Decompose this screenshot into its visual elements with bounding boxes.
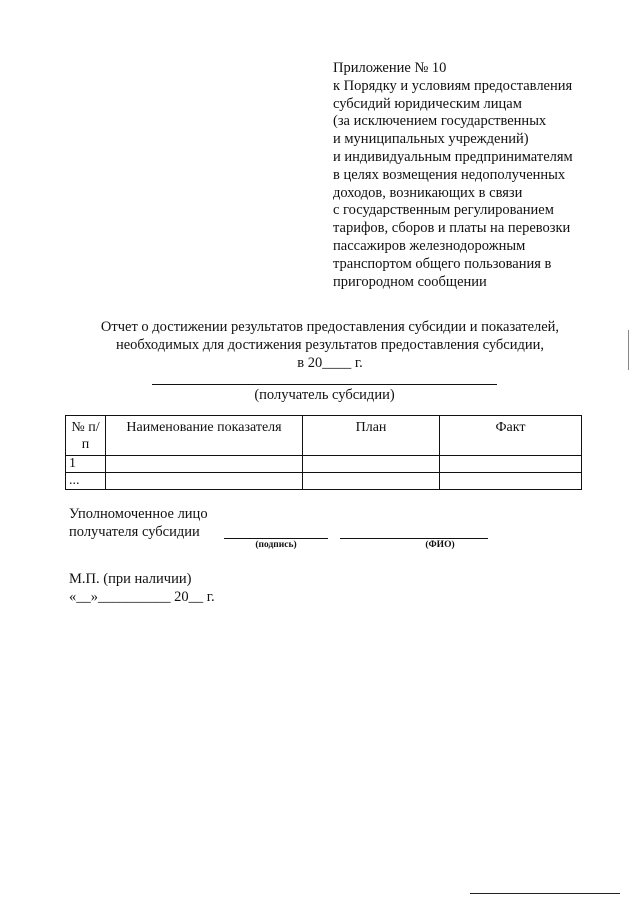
stamp-label: М.П. (при наличии) <box>69 571 192 587</box>
report-table <box>65 415 582 490</box>
stamp-block <box>69 570 215 606</box>
row-fact <box>440 456 582 473</box>
recipient-label: (получатель субсидии) <box>254 387 395 403</box>
report-title-line-1: Отчет о достижении результатов предоставления субсидии и показателей, <box>100 319 560 335</box>
appendix-block <box>333 60 633 291</box>
recipient-blank-line <box>152 384 497 385</box>
row-fact <box>440 473 582 490</box>
appendix-line: (за исключением государственных <box>333 113 547 130</box>
table-header-row <box>66 416 582 456</box>
appendix-line: субсидий юридическим лицам <box>333 95 522 112</box>
appendix-line: и муниципальных учреждений) <box>333 131 529 148</box>
row-plan <box>303 456 440 473</box>
report-year-line: в 20____ г. <box>297 355 363 371</box>
header-fact: Факт <box>440 416 582 456</box>
row-indicator-name <box>106 456 303 473</box>
row-indicator-name <box>106 473 303 490</box>
report-title-line-2: необходимых для достижения результатов предоставления субсидии, <box>115 337 545 353</box>
fio-blank-line <box>340 538 488 539</box>
fio-label: (ФИО) <box>425 540 455 550</box>
authorized-person-label <box>69 505 208 541</box>
appendix-line: пассажиров железнодорожным <box>333 237 526 254</box>
report-title <box>40 318 620 372</box>
appendix-line: с государственным регулированием <box>333 202 554 219</box>
row-number: ... <box>66 473 106 490</box>
row-number: 1 <box>66 456 106 473</box>
appendix-line: транспортом общего пользования в <box>333 255 552 272</box>
table-row <box>66 473 582 490</box>
header-number: № п/п <box>66 416 106 456</box>
appendix-line: и индивидуальным предпринимателям <box>333 148 573 165</box>
table-row <box>66 456 582 473</box>
date-line: «__»__________ 20__ г. <box>69 589 215 605</box>
authorized-line-1: Уполномоченное лицо <box>69 506 208 522</box>
footer-rule <box>470 893 620 894</box>
authorized-line-2: получателя субсидии <box>69 524 200 540</box>
appendix-line: тарифов, сборов и платы на перевозки <box>333 220 571 237</box>
header-plan: План <box>303 416 440 456</box>
appendix-title: Приложение № 10 <box>333 60 447 76</box>
scan-edge-mark <box>628 330 629 370</box>
appendix-line: к Порядку и условиям предоставления <box>333 77 573 94</box>
appendix-line: в целях возмещения недополученных <box>333 166 566 183</box>
signature-blank-line <box>224 538 328 539</box>
appendix-line: пригородном сообщении <box>333 273 487 290</box>
row-plan <box>303 473 440 490</box>
appendix-line: доходов, возникающих в связи <box>333 184 523 201</box>
signature-label: (подпись) <box>255 540 297 550</box>
header-indicator-name: Наименование показателя <box>106 416 303 456</box>
